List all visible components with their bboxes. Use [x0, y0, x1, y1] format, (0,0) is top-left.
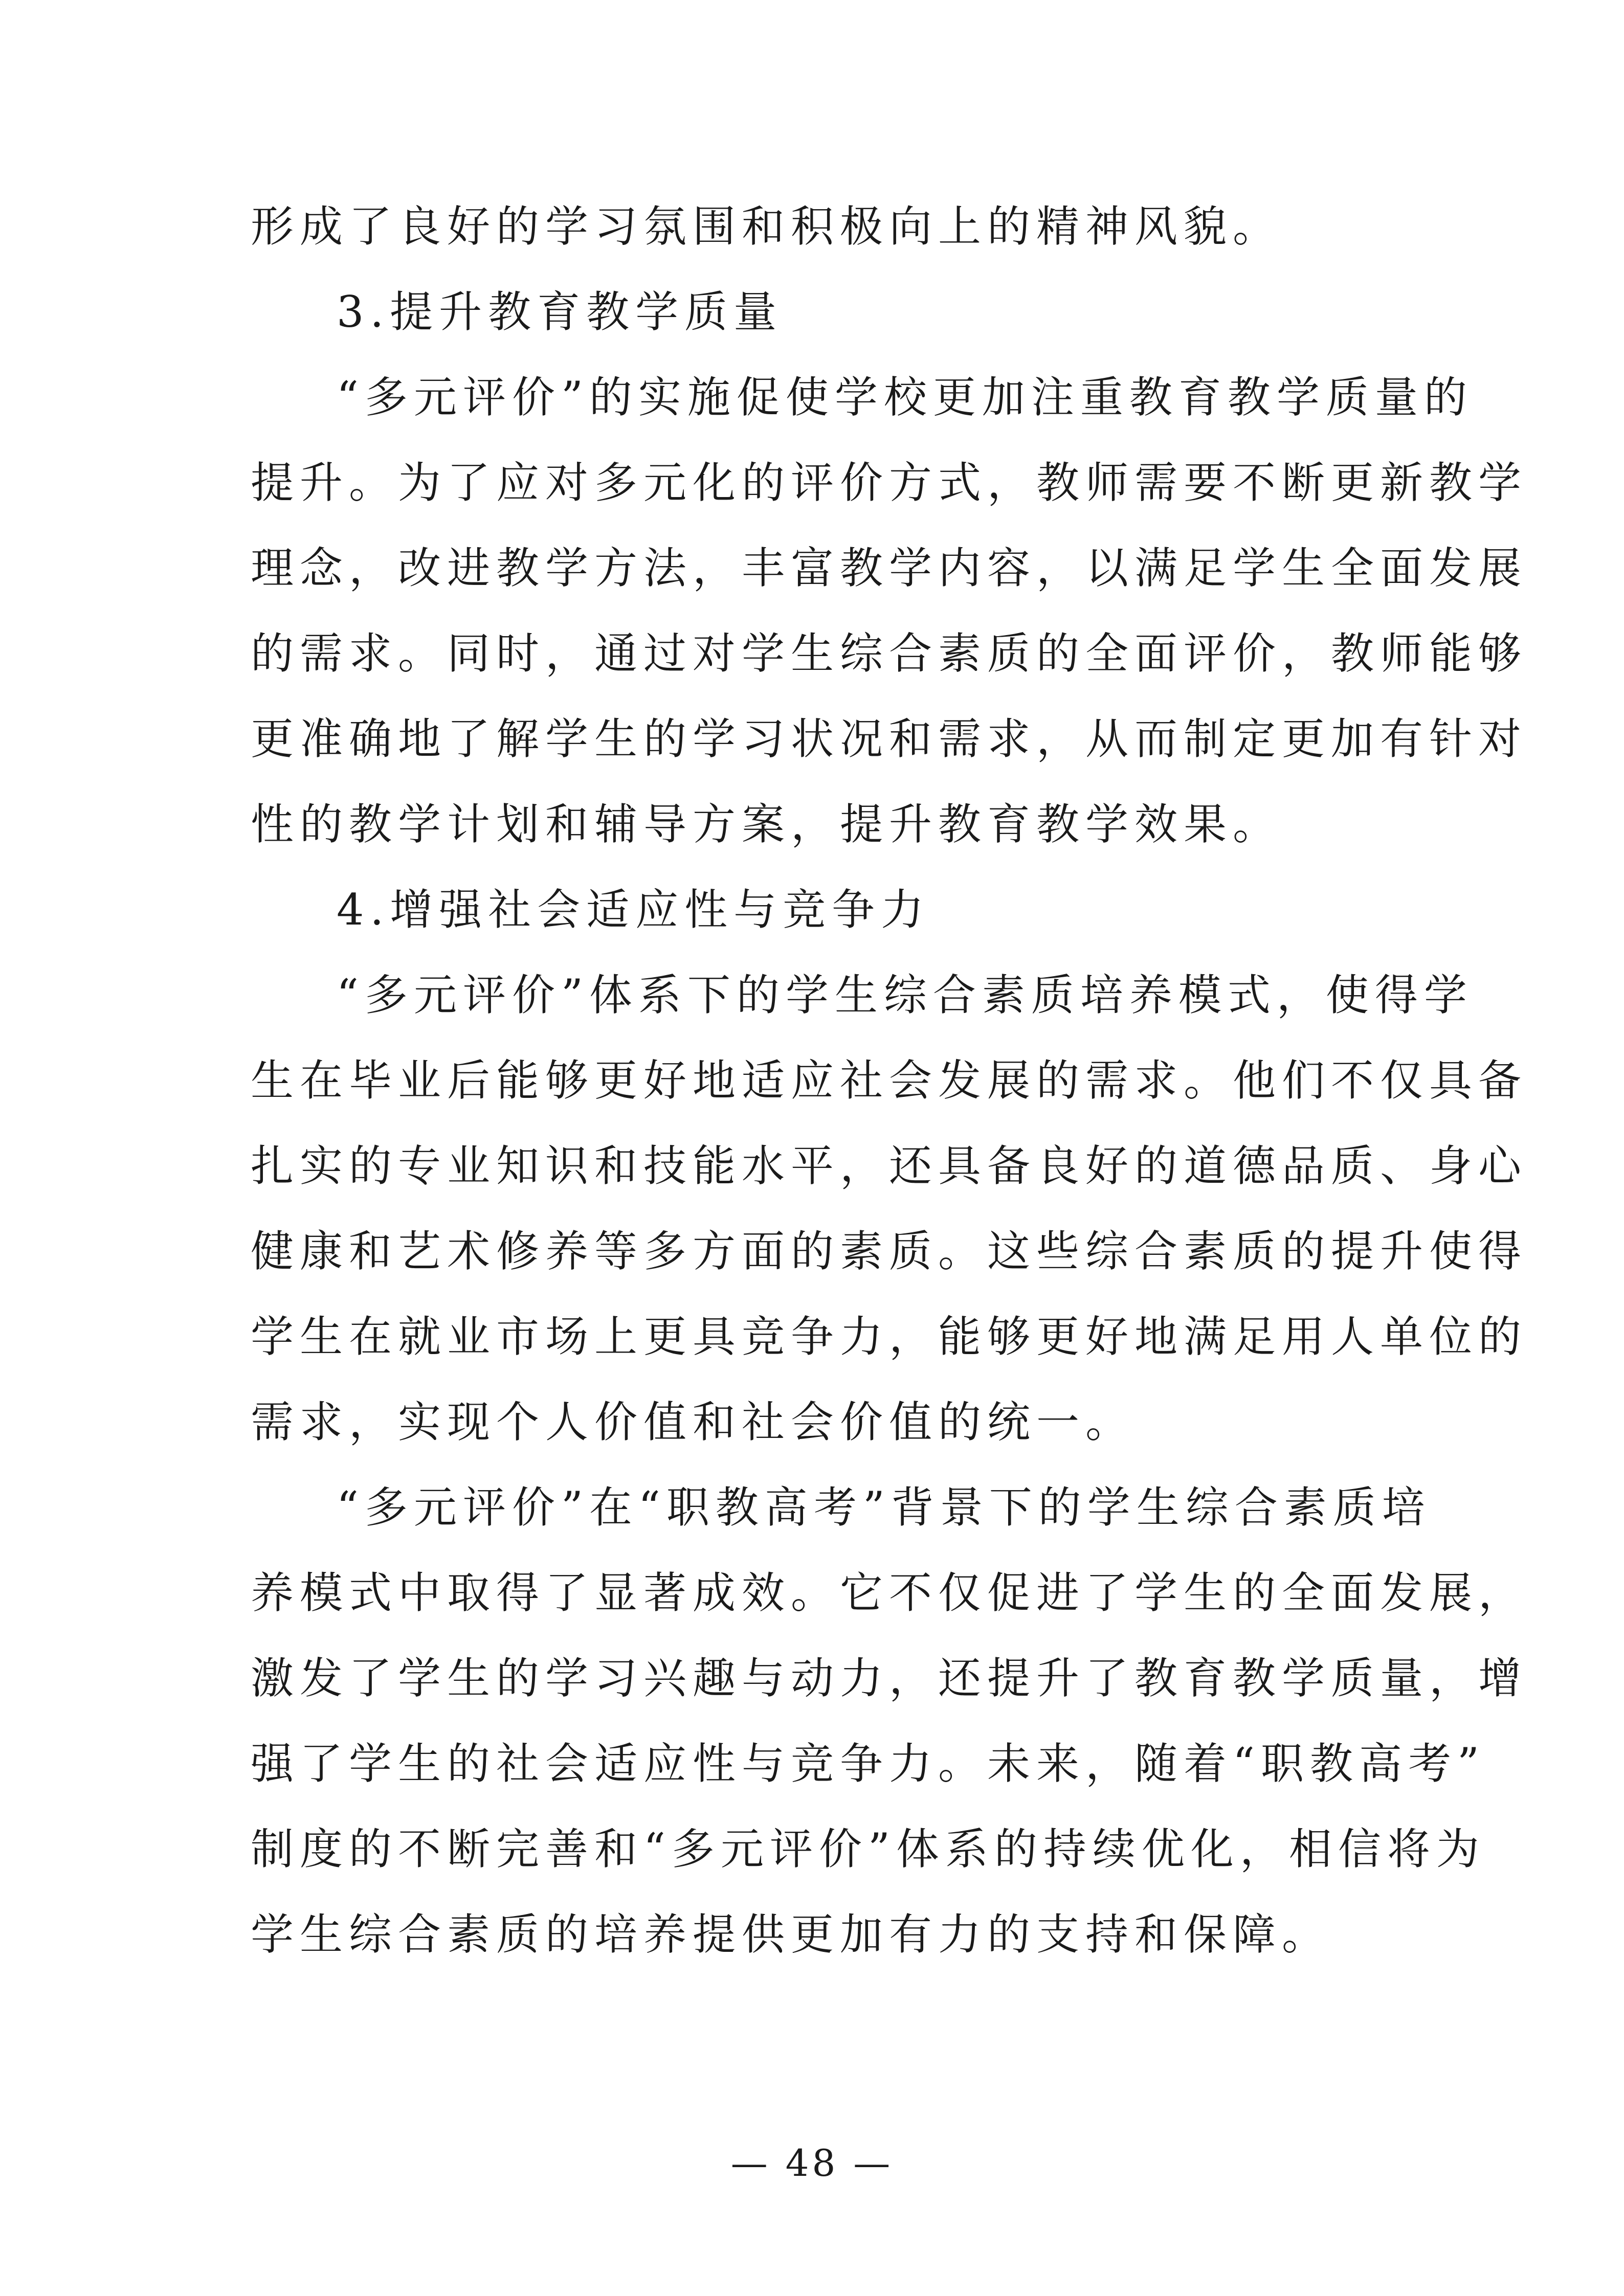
conclusion-paragraph-line: 制度的不断完善和“多元评价”体系的持续优化，相信将为 [251, 1824, 1485, 1874]
paragraph-4-line: 生在毕业后能够更好地适应社会发展的需求。他们不仅具备 [251, 1055, 1528, 1106]
paragraph-3-line: “多元评价”的实施促使学校更加注重教育教学质量的 [337, 372, 1473, 422]
conclusion-paragraph-line: “多元评价”在“职教高考”背景下的学生综合素质培 [337, 1482, 1431, 1533]
paragraph-4-line: 需求，实现个人价值和社会价值的统一。 [251, 1397, 1135, 1447]
document-body [251, 184, 1528, 1977]
paragraph-3-line: 的需求。同时，通过对学生综合素质的全面评价，教师能够 [251, 628, 1528, 679]
conclusion-paragraph-line: 养模式中取得了显著成效。它不仅促进了学生的全面发展， [251, 1568, 1528, 1618]
paragraph-4-line: 扎实的专业知识和技能水平，还具备良好的道德品质、身心 [251, 1141, 1528, 1191]
paragraph-4-line: 学生在就业市场上更具竞争力，能够更好地满足用人单位的 [251, 1312, 1528, 1362]
section-heading-3: 3.提升教育教学质量 [337, 287, 783, 337]
paragraph-3-line: 理念，改进教学方法，丰富教学内容，以满足学生全面发展 [251, 543, 1528, 593]
paragraph-continuation-line: 形成了良好的学习氛围和积极向上的精神风貌。 [251, 201, 1282, 252]
paragraph-3-line: 提升。为了应对多元化的评价方式，教师需要不断更新教学 [251, 458, 1528, 508]
section-heading-4: 4.增强社会适应性与竞争力 [337, 885, 930, 935]
page-number: — 48 — [730, 2142, 894, 2185]
conclusion-paragraph-line: 强了学生的社会适应性与竞争力。未来，随着“职教高考” [251, 1739, 1485, 1789]
paragraph-3-line: 更准确地了解学生的学习状况和需求，从而制定更加有针对 [251, 714, 1528, 764]
conclusion-paragraph-line: 学生综合素质的培养提供更加有力的支持和保障。 [251, 1909, 1331, 1960]
paragraph-4-line: 健康和艺术修养等多方面的素质。这些综合素质的提升使得 [251, 1226, 1528, 1276]
paragraph-4-line: “多元评价”体系下的学生综合素质培养模式，使得学 [337, 970, 1473, 1020]
paragraph-3-line: 性的教学计划和辅导方案，提升教育教学效果。 [251, 799, 1282, 849]
conclusion-paragraph-line: 激发了学生的学习兴趣与动力，还提升了教育教学质量，增 [251, 1653, 1528, 1703]
